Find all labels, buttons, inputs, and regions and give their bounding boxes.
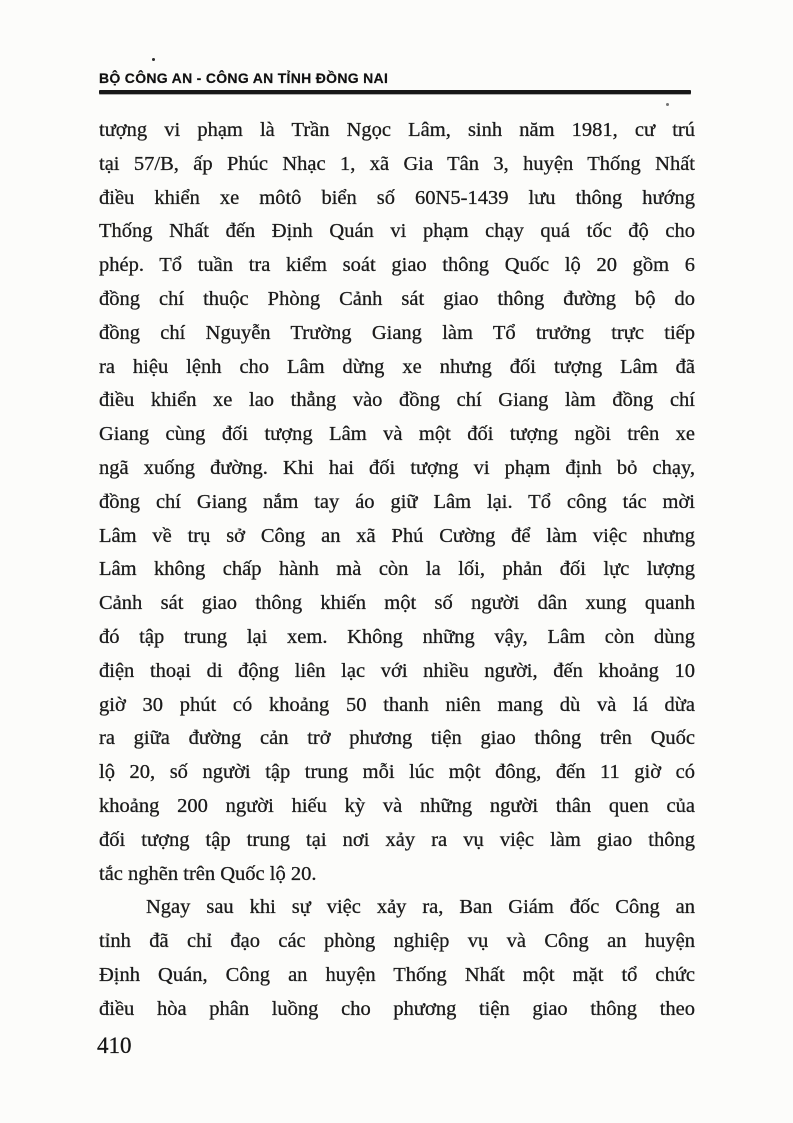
text-line: giờ 30 phút có khoảng 50 thanh niên mang dù và lá dừa (99, 693, 695, 716)
text-line: đó tập trung lại xem. Không những vậy, Lâm còn dùng (99, 625, 695, 648)
text-line: điều khiển xe môtô biển số 60N5-1439 lưu thông hướng (99, 186, 695, 209)
scan-speck-icon (152, 58, 155, 61)
scan-speck-icon (666, 103, 669, 106)
running-head: BỘ CÔNG AN - CÔNG AN TỈNH ĐỒNG NAI (99, 70, 389, 86)
text-line: Thống Nhất đến Định Quán vi phạm chạy quá tốc độ cho (99, 220, 695, 243)
text-line: khoảng 200 người hiếu kỳ và những người thân quen của (99, 794, 695, 817)
text-line: phép. Tổ tuần tra kiểm soát giao thông Quốc lộ 20 gồm 6 (99, 254, 695, 277)
text-line: tại 57/B, ấp Phúc Nhạc 1, xã Gia Tân 3, huyện Thống Nhất (99, 152, 695, 175)
text-line: đồng chí thuộc Phòng Cảnh sát giao thông đường bộ do (99, 287, 695, 310)
text-line: Cảnh sát giao thông khiến một số người dân xung quanh (99, 592, 695, 615)
text-line: Giang cùng đối tượng Lâm và một đối tượng ngồi trên xe (99, 423, 695, 446)
text-line: Lâm về trụ sở Công an xã Phú Cường để làm việc nhưng (99, 524, 695, 547)
text-line: điều khiển xe lao thẳng vào đồng chí Giang làm đồng chí (99, 389, 695, 412)
text-line: đối tượng tập trung tại nơi xảy ra vụ việc làm giao thông (99, 828, 695, 851)
text-line: ngã xuống đường. Khi hai đối tượng vi phạm định bỏ chạy, (99, 456, 695, 479)
text-line: Định Quán, Công an huyện Thống Nhất một mặt tổ chức (99, 963, 695, 986)
body-text (99, 114, 695, 1027)
page-number: 410 (97, 1033, 132, 1058)
text-line: tỉnh đã chỉ đạo các phòng nghiệp vụ và Công an huyện (99, 930, 695, 953)
text-line: tượng vi phạm là Trần Ngọc Lâm, sinh năm 1981, cư trú (99, 119, 695, 141)
header-rule (99, 90, 691, 94)
text-line: đồng chí Giang nắm tay áo giữ Lâm lại. Tổ công tác mời (99, 490, 695, 513)
text-line: ra giữa đường cản trở phương tiện giao thông trên Quốc (99, 727, 695, 750)
text-line: lộ 20, số người tập trung mỗi lúc một đông, đến 11 giờ có (99, 761, 695, 784)
text-line: ra hiệu lệnh cho Lâm dừng xe nhưng đối tượng Lâm đã (99, 355, 695, 378)
text-line: đồng chí Nguyễn Trường Giang làm Tổ trưởng trực tiếp (99, 321, 695, 344)
text-line: tắc nghẽn trên Quốc lộ 20. (99, 862, 317, 885)
page-header (99, 70, 691, 94)
text-line: Ngay sau khi sự việc xảy ra, Ban Giám đốc Công an (146, 896, 695, 919)
text-line: Lâm không chấp hành mà còn la lối, phản đối lực lượng (99, 558, 695, 581)
text-line: điện thoại di động liên lạc với nhiều người, đến khoảng 10 (99, 659, 695, 682)
text-line: điều hòa phân luồng cho phương tiện giao thông theo (99, 997, 695, 1020)
